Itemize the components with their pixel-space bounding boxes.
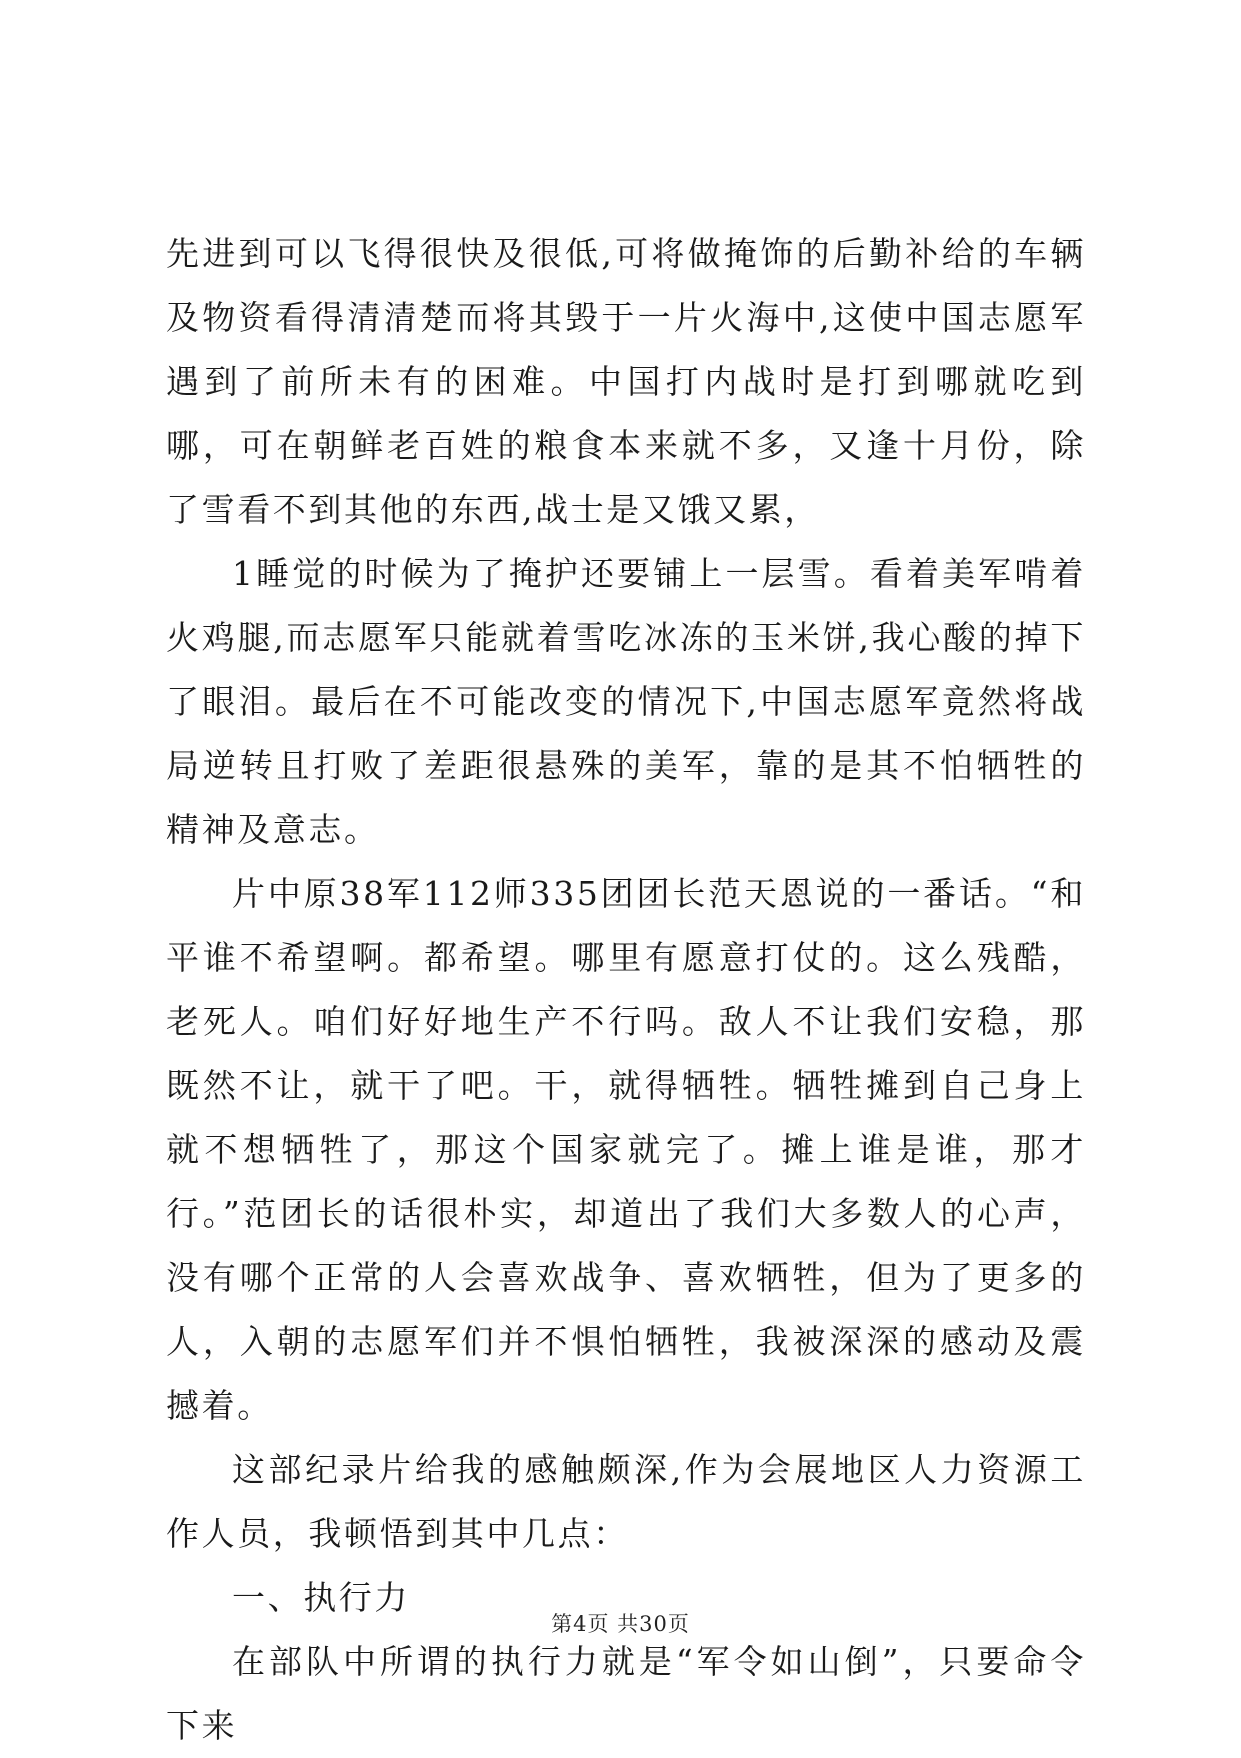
paragraph-1: 先进到可以飞得很快及很低,可将做掩饰的后勤补给的车辆及物资看得清清楚而将其毁于一片火海中,这使中国志愿军遇到了前所未有的困难。中国打内战时是打到哪就吃到哪，可在朝鲜老百姓的粮食本来就不多，又逢十月份，除了雪看不到其他的东西,战士是又饿又累， (166, 234, 1086, 529)
section-heading: 一、执行力 (232, 1578, 410, 1617)
document-body (166, 222, 1086, 1758)
paragraph-2: 1睡觉的时候为了掩护还要铺上一层雪。看着美军啃着火鸡腿,而志愿军只能就着雪吃冰冻的玉米饼,我心酸的掉下了眼泪。最后在不可能改变的情况下,中国志愿军竟然将战局逆转且打败了差距很悬殊的美军，靠的是其不怕牺牲的精神及意志。 (166, 554, 1086, 849)
paragraph-4: 这部纪录片给我的感触颇深,作为会展地区人力资源工作人员，我顿悟到其中几点： (166, 1450, 1086, 1553)
page-number-footer: 第4页 共30页 (551, 1612, 690, 1636)
paragraph-6: 在部队中所谓的执行力就是“军令如山倒”，只要命令下来 (166, 1642, 1086, 1745)
paragraph-3: 片中原38军112师335团团长范天恩说的一番话。“和平谁不希望啊。都希望。哪里有愿意打仗的。这么残酷，老死人。咱们好好地生产不行吗。敌人不让我们安稳，那既然不让，就干了吧。干，就得牺牲。牺牲摊到自己身上就不想牺牲了，那这个国家就完了。摊上谁是谁，那才行。”范团长的话很朴实，却道出了我们大多数人的心声，没有哪个正常的人会喜欢战争、喜欢牺牲，但为了更多的人，入朝的志愿军们并不惧怕牺牲，我被深深的感动及震撼着。 (166, 874, 1086, 1425)
